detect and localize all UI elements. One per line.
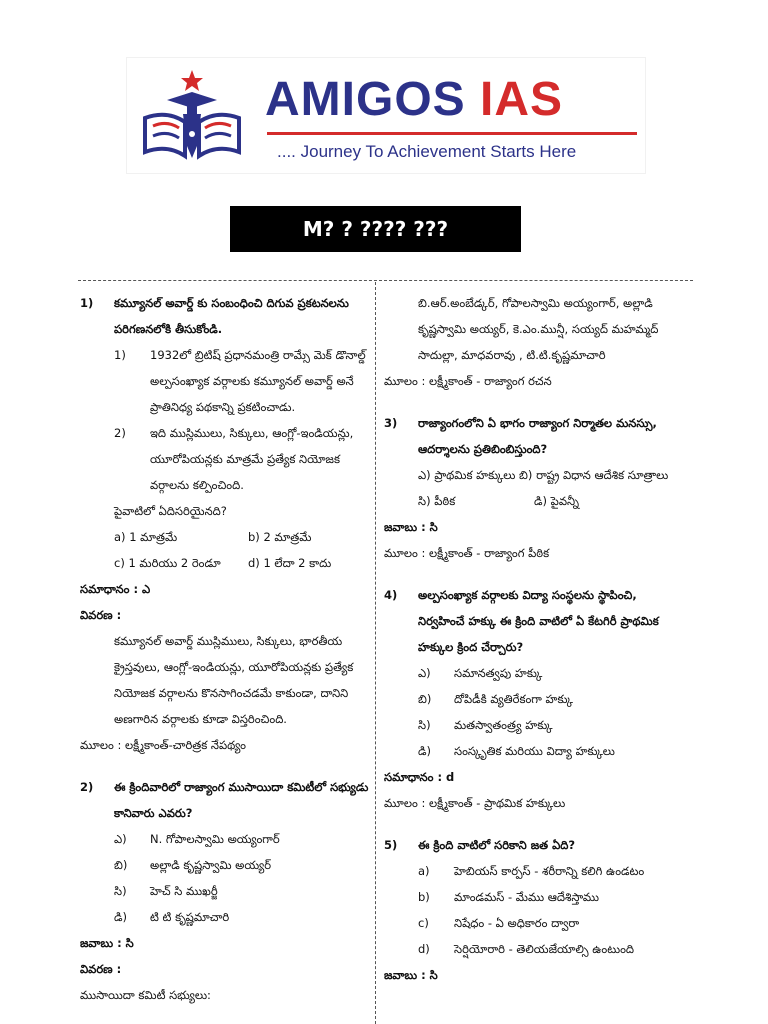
question-2 xyxy=(80,774,367,1008)
question-stem-line: ఈ క్రింది వాటిలో సరికాని జత ఏది? xyxy=(418,838,576,852)
page-title-banner: M? ? ???? ??? xyxy=(230,206,521,252)
option-a-b: ఎ) ప్రాథమిక హక్కులు బి) రాష్ట్ర విధాన ఆదేశిక సూత్రాలు xyxy=(418,468,669,482)
option-text: హెచ్ సి ముఖర్జీ xyxy=(150,884,218,898)
answer-label: జవాబు : సి xyxy=(384,520,438,534)
answer-label: జవాబు : సి xyxy=(80,936,134,950)
option-text: సమానత్వపు హక్కు xyxy=(454,666,543,680)
option-text: సంస్కృతిక మరియు విద్యా హక్కులు xyxy=(454,744,615,758)
option-text: అల్లాడి కృష్ణస్వామి అయ్యర్ xyxy=(150,858,272,872)
question-number: 3) xyxy=(384,416,398,430)
question-stem-line: కానివారు ఎవరు? xyxy=(114,806,193,820)
option-key: ఎ) xyxy=(418,666,431,680)
statement-line: 1932లో బ్రిటిష్ ప్రధానమంత్రి రామ్సే మెక్ డొనాల్డ్ xyxy=(150,348,366,362)
option-key: సి) xyxy=(418,718,431,732)
statement-line: వర్గాలను కల్పించింది. xyxy=(150,478,244,492)
question-number: 1) xyxy=(80,296,94,310)
question-stem-line: ఆదర్శాలను ప్రతిబింబిస్తుంది? xyxy=(418,442,548,456)
explanation-line: కృష్ణస్వామి అయ్యర్, కె.ఎం.మున్షీ, సయ్యద్ మహమ్మద్ xyxy=(418,322,659,336)
statement-number: 1) xyxy=(114,348,126,362)
question-stem-line: అల్పసంఖ్యాక వర్గాలకు విద్యా సంస్థలను స్థాపించి, xyxy=(418,588,637,602)
source-line: మూలం : లక్ష్మీకాంత్ - ప్రాథమిక హక్కులు xyxy=(384,796,566,810)
question-5 xyxy=(384,832,694,988)
option-key: డి) xyxy=(114,910,127,924)
answer-label: జవాబు : సి xyxy=(384,968,438,982)
source-line: మూలం : లక్ష్మీకాంత్ - రాజ్యాంగ పీఠిక xyxy=(384,546,550,560)
brand-underline xyxy=(267,132,637,135)
brand-name-amigos: AMIGOS xyxy=(265,73,466,126)
option-key: b) xyxy=(418,890,430,904)
source-line: మూలం : లక్ష్మీకాంత్-చారిత్రక నేపథ్యం xyxy=(80,738,247,752)
question-stem-line: కమ్యూనల్ అవార్డ్ కు సంబంధించి దిగువ ప్రకటనలను xyxy=(114,296,349,310)
amigos-ias-logo xyxy=(127,58,645,173)
option-text: మతస్వాతంత్ర్య హక్కు xyxy=(454,718,553,732)
question-number: 2) xyxy=(80,780,94,794)
option-key: c) xyxy=(418,916,429,930)
statement-line: యూరోపియన్లకు మాత్రమే ప్రత్యేక నియోజక xyxy=(150,452,340,466)
question-stem-line: హక్కుల క్రింద చేర్చారు? xyxy=(418,640,524,654)
explanation-label: వివరణ : xyxy=(80,962,122,976)
book-pen-emblem-icon xyxy=(137,66,247,166)
column-divider xyxy=(375,282,376,1024)
option-a: a) 1 మాత్రమే xyxy=(114,530,178,544)
option-key: d) xyxy=(418,942,430,956)
option-key: బి) xyxy=(114,858,128,872)
option-key: బి) xyxy=(418,692,432,706)
question-stem-line: నిర్వహించే హక్కు ఈ క్రింది వాటిలో ఏ కేటగిరీ ప్రాథమిక xyxy=(418,614,659,628)
explanation-line: అణగారిన వర్గాలకు కూడా విస్తరించింది. xyxy=(114,712,287,726)
answer-label: సమాధానం : d xyxy=(384,770,455,784)
question-1 xyxy=(80,290,367,758)
option-d: డి) పైవన్నీ xyxy=(534,494,579,508)
option-key: సి) xyxy=(114,884,127,898)
explanation-line: క్రైస్తవులు, ఆంగ్లో-ఇండియన్లు, యూరోపియన్లకు ప్రత్యేక xyxy=(114,660,354,674)
option-c: సి) పీఠిక xyxy=(418,494,456,508)
question-2-continuation xyxy=(384,290,694,394)
option-c: c) 1 మరియు 2 రెండూ xyxy=(114,556,221,570)
left-column xyxy=(80,290,367,1008)
option-key: డి) xyxy=(418,744,431,758)
answer-label: సమాధానం : ఎ xyxy=(80,582,151,596)
question-number: 4) xyxy=(384,588,398,602)
statement-line: అల్పసంఖ్యాక వర్గాలకు కమ్యూనల్ అవార్డ్ అనే xyxy=(150,374,354,388)
statement-line: ప్రాతినిధ్య పథకాన్ని ప్రకటించాడు. xyxy=(150,400,296,414)
option-text: N. గోపాలస్వామి అయ్యంగార్ xyxy=(150,832,280,846)
explanation-line: ముసాయిదా కమిటీ సభ్యులు: xyxy=(80,988,211,1002)
explanation-line: నియోజక వర్గాలను కొనసాగించడమే కాకుండా, దానిని xyxy=(114,686,349,700)
question-number: 5) xyxy=(384,838,398,852)
explanation-label: వివరణ : xyxy=(80,608,122,622)
option-b: b) 2 మాత్రమే xyxy=(248,530,312,544)
option-text: సెర్షియోరారి - తెలియజేయాల్సి ఉంటుంది xyxy=(454,942,635,956)
option-d: d) 1 లేదా 2 కాదు xyxy=(248,556,332,570)
option-text: నిషేధం - ఏ అధికారం ద్వారా xyxy=(454,916,580,930)
question-stem-line: ఈ క్రిందివారిలో రాజ్యాంగ ముసాయిదా కమిటీలో సభ్యుడు xyxy=(114,780,369,794)
option-text: హెబియస్ కార్పస్ - శరీరాన్ని కలిగి ఉండటం xyxy=(454,864,645,878)
brand-tagline: .... Journey To Achievement Starts Here xyxy=(277,142,577,161)
top-divider xyxy=(78,280,693,281)
right-column xyxy=(384,290,694,988)
explanation-line: బి.ఆర్.అంబేడ్కర్, గోపాలస్వామి అయ్యంగార్, అల్లాడి xyxy=(418,296,653,310)
statement-line: ఇది ముస్లిములు, సిక్కులు, ఆంగ్లో-ఇండియన్లు, xyxy=(150,426,354,440)
question-stem-line: పరిగణనలోకి తీసుకోండి. xyxy=(114,322,223,336)
option-text: దోపిడీకి వ్యతిరేకంగా హక్కు xyxy=(454,692,573,706)
statement-number: 2) xyxy=(114,426,126,440)
question-prompt: పైవాటిలో ఏదిసరియైనది? xyxy=(114,504,227,518)
brand-name-ias: IAS xyxy=(480,73,564,126)
question-stem-line: రాజ్యాంగంలోని ఏ భాగం రాజ్యాంగ నిర్మాతల మనస్సు, xyxy=(418,416,657,430)
explanation-line: సాదుల్లా, మాధవరావు , టి.టి.కృష్ణమాచారి xyxy=(418,348,606,362)
brand-name xyxy=(265,72,563,127)
explanation-line: కమ్యూనల్ అవార్డ్ ముస్లిములు, సిక్కులు, భారతీయ xyxy=(114,634,343,648)
option-key: ఎ) xyxy=(114,832,127,846)
option-text: మాండమస్ - మేము ఆదేశిస్తాము xyxy=(454,890,600,904)
question-4 xyxy=(384,582,694,816)
question-3 xyxy=(384,410,694,566)
source-line: మూలం : లక్ష్మీకాంత్ - రాజ్యాంగ రచన xyxy=(384,374,552,388)
option-key: a) xyxy=(418,864,430,878)
option-text: టి టి కృష్ణమాచారి xyxy=(150,910,230,924)
